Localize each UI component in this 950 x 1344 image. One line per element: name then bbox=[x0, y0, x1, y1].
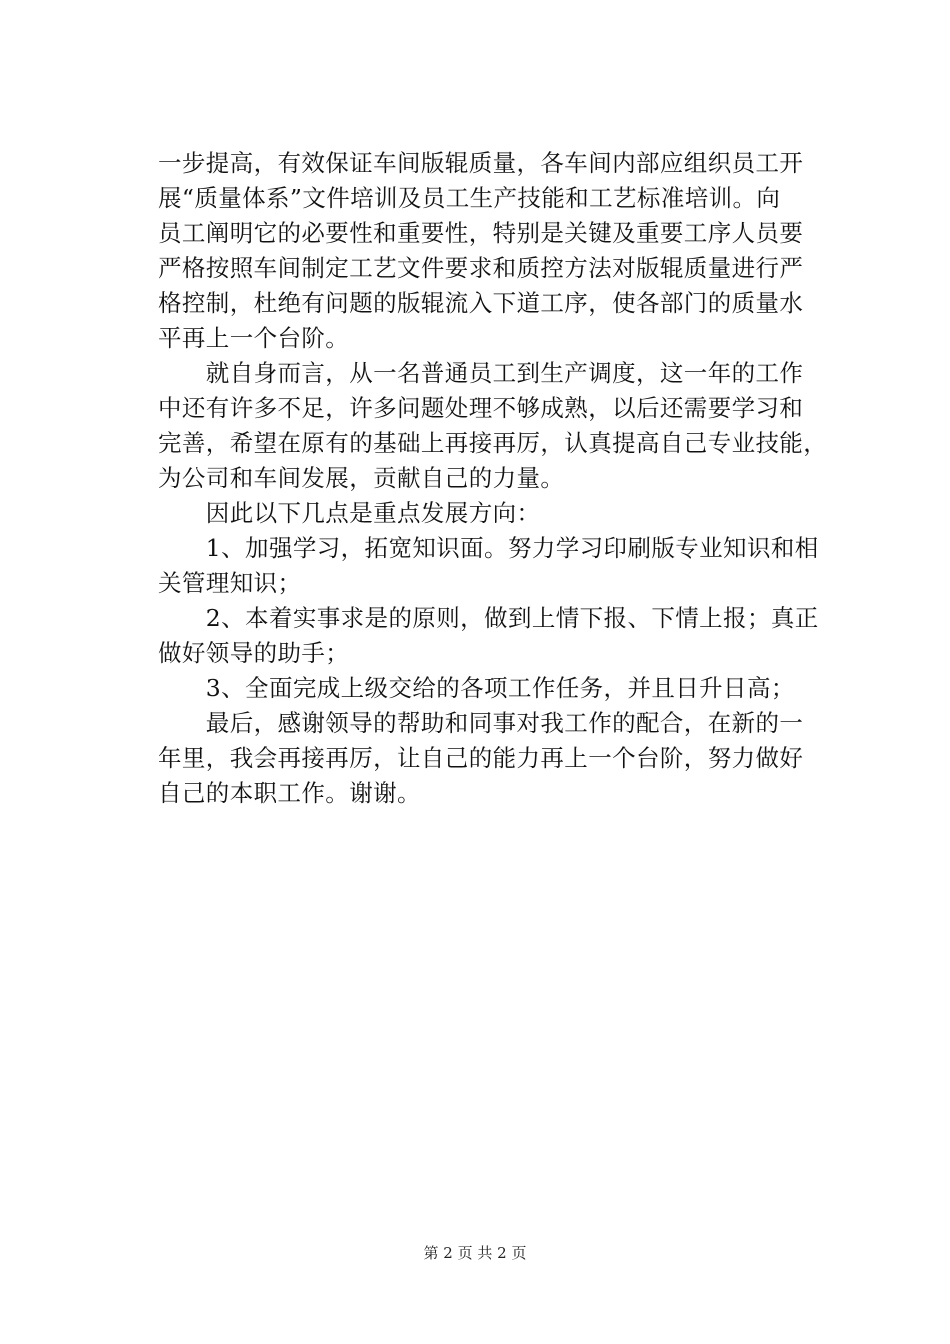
text-line: 平再上一个台阶。 bbox=[158, 324, 350, 352]
page-number: 第 2 页 共 2 页 bbox=[423, 1244, 527, 1262]
text-line: 完善，希望在原有的基础上再接再厉，认真提高自己专业技能， bbox=[158, 429, 828, 457]
text-line: 员工阐明它的必要性和重要性，特别是关键及重要工序人员要 bbox=[158, 219, 804, 247]
text-line: 关管理知识； bbox=[158, 569, 302, 597]
text-line: 最后，感谢领导的帮助和同事对我工作的配合，在新的一 bbox=[158, 709, 804, 737]
text-line: 中还有许多不足，许多问题处理不够成熟，以后还需要学习和 bbox=[158, 394, 804, 422]
text-line: 严格按照车间制定工艺文件要求和质控方法对版辊质量进行严 bbox=[158, 254, 804, 282]
text-line: 为公司和车间发展，贡献自己的力量。 bbox=[158, 464, 565, 492]
text-line: 2、本着实事求是的原则，做到上情下报、下情上报；真正 bbox=[158, 604, 819, 632]
text-line: 1、加强学习，拓宽知识面。努力学习印刷版专业知识和相 bbox=[158, 534, 819, 562]
text-line: 做好领导的助手； bbox=[158, 639, 350, 667]
text-line: 就自身而言，从一名普通员工到生产调度，这一年的工作 bbox=[158, 359, 804, 387]
text-line: 自己的本职工作。谢谢。 bbox=[158, 779, 421, 807]
text-line: 格控制，杜绝有问题的版辊流入下道工序，使各部门的质量水 bbox=[158, 289, 804, 317]
text-line: 年里，我会再接再厉，让自己的能力再上一个台阶，努力做好 bbox=[158, 744, 804, 772]
text-line: 一步提高，有效保证车间版辊质量，各车间内部应组织员工开 bbox=[158, 149, 804, 177]
text-line: 展“质量体系”文件培训及员工生产技能和工艺标准培训。向 bbox=[158, 184, 781, 212]
text-line: 3、全面完成上级交给的各项工作任务，并且日升日高； bbox=[158, 674, 795, 702]
document-body bbox=[158, 146, 838, 811]
text-line: 因此以下几点是重点发展方向： bbox=[158, 499, 541, 527]
page-footer bbox=[0, 1243, 950, 1263]
